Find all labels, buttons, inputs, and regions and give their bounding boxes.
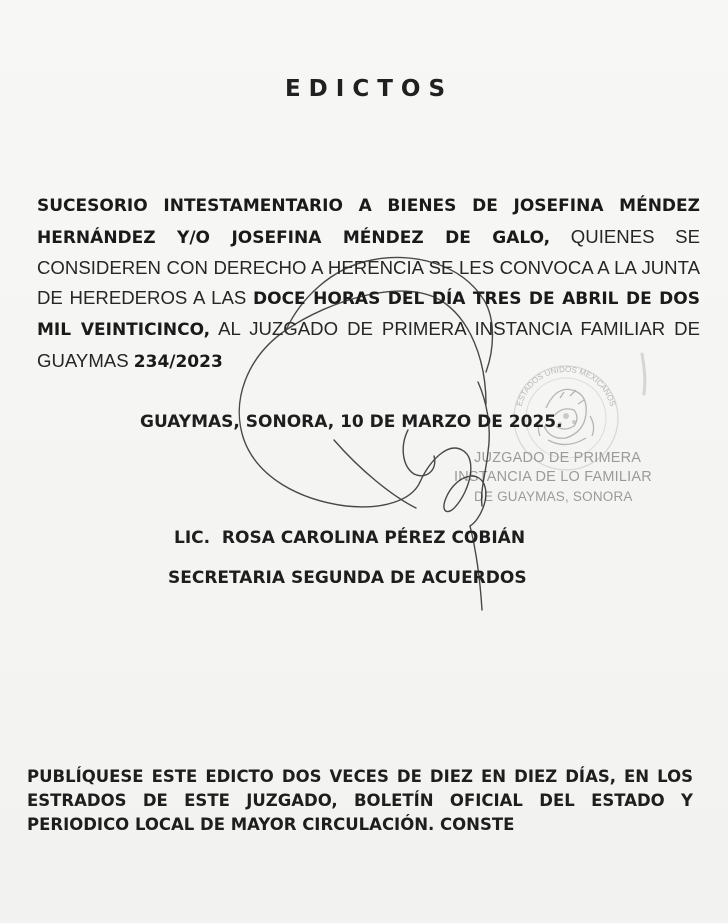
body-text-segment: AL JUZGADO DE PRIMERA INSTANCIA FAMILIAR DE GUAYMAS — [37, 318, 701, 371]
place-and-date: GUAYMAS, SONORA, 10 DE MARZO DE 2025. — [140, 412, 563, 432]
seal-text-line-1: JUZGADO DE PRIMERA — [474, 450, 642, 466]
paper-mark — [636, 352, 650, 398]
body-text-bold-segment: DOCE HORAS DEL DÍA TRES DE ABRIL DE DOS MIL VEINTICINCO, — [37, 288, 700, 340]
signer-name: LIC. ROSA CAROLINA PÉREZ COBIÁN — [174, 528, 526, 548]
seal-text-line-2: INSTANCIA DE LO FAMILIAR — [454, 469, 652, 485]
document-title: EDICTOS — [284, 76, 454, 102]
seal-ring-text: ESTADOS UNIDOS MEXICANOS — [514, 364, 618, 408]
body-text-bold-segment: SUCESORIO INTESTAMENTARIO A BIENES DE JOSEFINA MÉNDEZ HERNÁNDEZ Y/O JOSEFINA MÉNDEZ DE GALO, — [37, 196, 700, 248]
seal-text-line-3: DE GUAYMAS, SONORA — [474, 489, 633, 504]
body-text-bold-segment: 234/2023 — [133, 351, 223, 372]
body-text-segment: QUIENES SE CONSIDEREN CON DERECHO A HERENCIA SE LES CONVOCA A LA JUNTA DE HEREDEROS A LAS — [37, 225, 700, 308]
publication-note: PUBLÍQUESE ESTE EDICTO DOS VECES DE DIEZ EN DIEZ DÍAS, EN LOS ESTRADOS DE ESTE JUZGADO, BOLETÍN OFICIAL DEL ESTADO Y PERIODICO LOCAL DE MAYOR CIRCULACIÓN. CONSTE — [27, 767, 693, 834]
signer-title: SECRETARIA SEGUNDA DE ACUERDOS — [168, 568, 527, 588]
